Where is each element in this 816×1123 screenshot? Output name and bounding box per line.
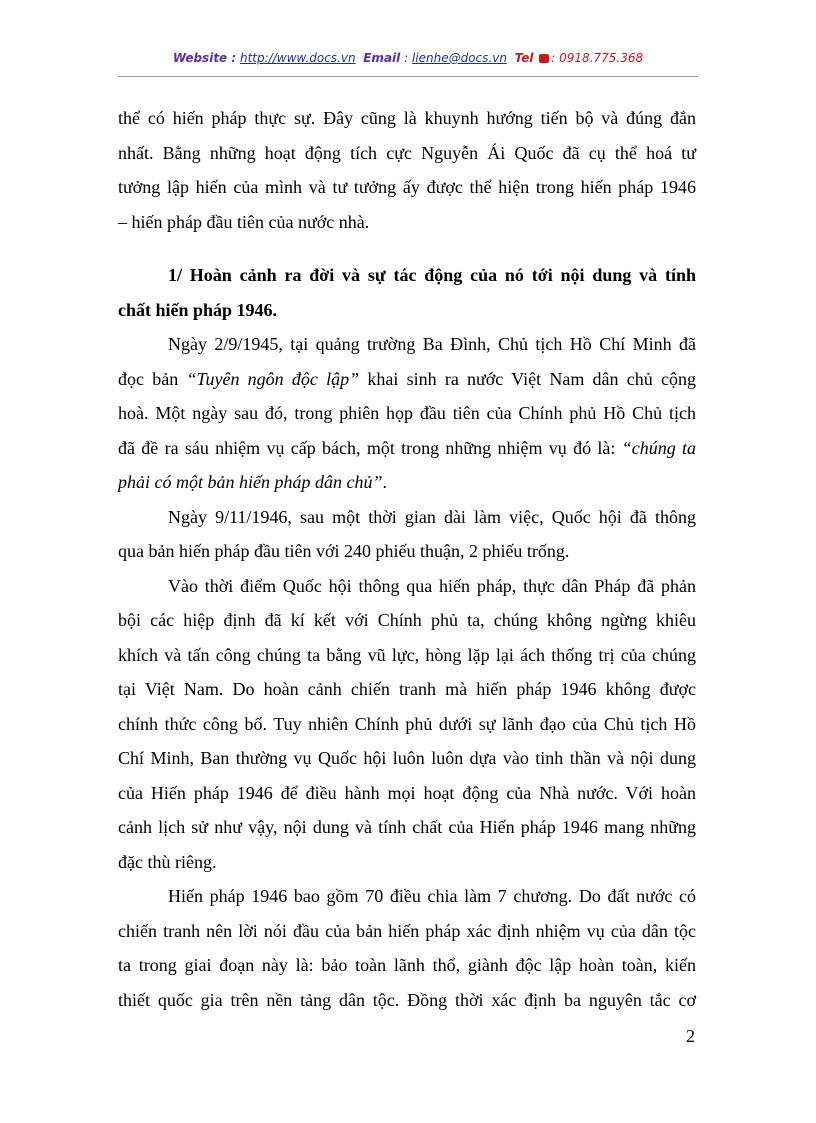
text-line: Ngày 2/9/1945, tại quảng trường Ba Đình, Chủ tịch Hồ Chí Minh đã (168, 334, 696, 354)
text-line: cảnh lịch sử như vậy, nội dung và tính chất của Hiến pháp 1946 mang những (118, 817, 696, 837)
text-line: Hiến pháp 1946 bao gồm 70 điều chia làm 7 chương. Do đất nước có (168, 886, 696, 906)
tel-label: Tel (514, 51, 534, 65)
text-line: – hiến pháp đầu tiên của nước nhà. (118, 211, 370, 232)
paragraph-context (118, 569, 696, 880)
header-rule (118, 76, 698, 77)
quote-constitution-cont: phải có một bản hiến pháp dân chủ” (118, 472, 383, 492)
text-line: tưởng lập hiến của mình và tư tưởng ấy được thể hiện trong hiến pháp 1946 (118, 177, 696, 197)
spacer (118, 239, 696, 258)
email-separator: : (400, 51, 409, 65)
text-line: thiết quốc gia trên nền tảng dân tộc. Đồng thời xác định ba nguyên tắc cơ (118, 989, 696, 1010)
text-line: chiến tranh nên lời nói đầu của bản hiến pháp xác định nhiệm vụ của dân tộc (118, 920, 696, 941)
text-line: Ngày 9/11/1946, sau một thời gian dài làm việc, Quốc hội đã thông (168, 506, 696, 527)
text-line: ta trong giai đoạn này là: bảo toàn lãnh thổ, giành độc lập hoàn toàn, kiến (118, 955, 696, 975)
quote-constitution: “chúng ta (621, 437, 696, 458)
paragraph-independence (118, 327, 696, 500)
paragraph-adoption (118, 500, 696, 569)
text-line: chính thức công bố. Tuy nhiên Chính phủ dưới sự lãnh đạo của Chủ tịch Hồ (118, 713, 696, 734)
text-line: qua bản hiến pháp đầu tiên với 240 phiếu thuận, 2 phiếu trống. (118, 541, 570, 561)
phone-icon (539, 54, 549, 63)
text-line: đặc thù riêng. (118, 851, 217, 872)
page-number: 2 (686, 1026, 695, 1046)
email-link[interactable]: lienhe@docs.vn (411, 51, 507, 65)
section-heading (118, 258, 696, 327)
document-body (118, 101, 696, 1017)
heading-line: chất hiến pháp 1946. (118, 299, 278, 320)
website-label: Website : (172, 51, 237, 65)
email-label: Email (363, 51, 401, 65)
heading-line: 1/ Hoàn cảnh ra đời và sự tác động của nó tới nội dung và tính (168, 265, 696, 285)
text-line: Chí Minh, Ban thường vụ Quốc hội luôn luôn dựa vào tinh thần và nội dung (118, 748, 696, 768)
text-line: tại Việt Nam. Do hoàn cảnh chiến tranh mà hiến pháp 1946 không được (118, 679, 696, 699)
page-header (118, 51, 698, 65)
text-line: phải có một bản hiến pháp dân chủ”. (118, 472, 387, 492)
text-line: thể có hiến pháp thực sự. Đây cũng là khuynh hướng tiến bộ và đúng đắn (118, 108, 696, 128)
text-line: đọc bản “Tuyên ngôn độc lập” khai sinh ra nước Việt Nam dân chủ cộng (118, 368, 696, 389)
quote-declaration: “Tuyên ngôn độc lập” (186, 368, 360, 389)
paragraph-structure (118, 879, 696, 1017)
text-line: nhất. Bằng những hoạt động tích cực Nguyễn Ái Quốc đã cụ thể hoá tư (118, 142, 696, 163)
text-line: Vào thời điểm Quốc hội thông qua hiến pháp, thực dân Pháp đã phản (168, 575, 696, 596)
tel-number: : 0918.775.368 (551, 51, 644, 65)
website-link[interactable]: http://www.docs.vn (240, 51, 356, 65)
text-line: hoà. Một ngày sau đó, trong phiên họp đầu tiên của Chính phủ Hồ Chủ tịch (118, 403, 696, 423)
text-line: khích và tấn công chúng ta bằng vũ lực, hòng lặp lại ách thống trị của chúng (118, 644, 696, 665)
text-line: của Hiến pháp 1946 để điều hành mọi hoạt động của Nhà nước. Với hoàn (118, 782, 696, 803)
text-line: đã đề ra sáu nhiệm vụ cấp bách, một trong những nhiệm vụ đó là: “chúng ta (118, 437, 696, 458)
paragraph-intro (118, 101, 696, 239)
text-line: bội các hiệp định đã kí kết với Chính phủ ta, chúng không ngừng khiêu (118, 610, 696, 630)
